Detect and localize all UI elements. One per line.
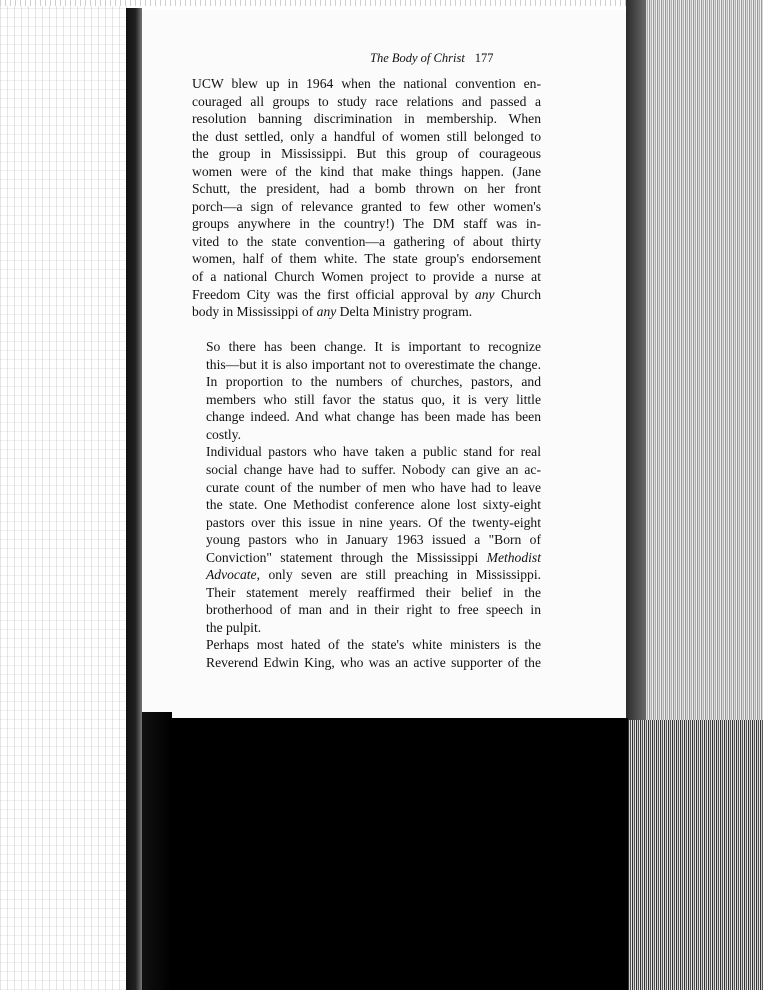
running-head xyxy=(370,51,520,66)
text-segment: Conviction" statement through the Mississippi xyxy=(206,549,487,565)
gutter-shadow xyxy=(626,0,646,720)
text-line: couraged all groups to study race relations and passed a xyxy=(192,93,541,109)
text-segment: Delta Ministry program. xyxy=(336,304,473,320)
text-line: In proportion to the numbers of churches, pastors, and xyxy=(206,374,541,390)
text-line: change indeed. And what change has been made has been xyxy=(206,409,541,425)
text-line: the group in Mississippi. But this group of courageous xyxy=(192,146,541,162)
text-line xyxy=(192,286,541,304)
text-line: this—but it is also important not to overestimate the change. xyxy=(206,356,541,372)
italic-word: any xyxy=(316,304,337,320)
text-line xyxy=(192,549,541,567)
page-number: 177 xyxy=(474,51,494,65)
text-line: Their statement merely reaffirmed their belief in the xyxy=(206,584,541,600)
text-line: the pulpit. xyxy=(206,619,262,635)
text-line xyxy=(192,303,541,321)
text-line: curate count of the number of men who have had to leave xyxy=(206,479,541,495)
scan-lower-gutter xyxy=(628,720,763,990)
text-segment: , only seven are still preaching in Mississippi. xyxy=(256,567,541,583)
text-segment: body in Mississippi of xyxy=(192,304,317,320)
book-spine-shadow xyxy=(126,8,142,990)
text-line: brotherhood of man and in their right to free speech in xyxy=(206,602,541,618)
scan-bottom-shadow xyxy=(142,718,628,990)
text-line: resolution banning discrimination in membership. When xyxy=(192,111,541,127)
text-segment: Freedom City was the first official approval by xyxy=(192,286,475,302)
text-line: young pastors who in January 1963 issued a "Born of xyxy=(206,532,541,548)
text-line: of a national Church Women project to provide a nurse at xyxy=(192,269,541,285)
text-line: members who still favor the status quo, it is very little xyxy=(206,391,541,407)
text-line: groups anywhere in the country!) The DM staff was in- xyxy=(192,216,541,232)
text-line: vited to the state convention—a gathering of about thirty xyxy=(192,233,541,249)
italic-word: any xyxy=(474,286,495,302)
text-line: social change have had to suffer. Nobody can give an ac- xyxy=(206,461,541,477)
text-line: Reverend Edwin King, who was an active supporter of the xyxy=(206,655,541,670)
text-line: the state. One Methodist conference alone lost sixty-eight xyxy=(206,497,541,513)
text-line: costly. xyxy=(206,426,241,442)
scan-bottom-left-shadow xyxy=(142,712,172,990)
text-line: So there has been change. It is important to recognize xyxy=(206,339,541,355)
text-line: women were of the kind that make things happen. (Jane xyxy=(192,163,541,179)
text-line: Individual pastors who have taken a public stand for real xyxy=(206,444,541,460)
paragraph-1 xyxy=(192,75,541,321)
text-line: the dust settled, only a handful of women still belonged to xyxy=(192,128,541,144)
text-line: porch—a sign of relevance granted to few other women's xyxy=(192,198,541,214)
text-line: pastors over this issue in nine years. Of the twenty-eight xyxy=(206,514,541,530)
body-text xyxy=(192,75,541,672)
running-head-title: The Body of Christ xyxy=(370,51,465,65)
paragraph-3 xyxy=(192,443,541,636)
italic-word: Methodist xyxy=(486,549,541,565)
text-line: Perhaps most hated of the state's white ministers is the xyxy=(206,637,541,653)
text-segment: Church xyxy=(494,286,542,302)
text-line: UCW blew up in 1964 when the national convention en- xyxy=(192,76,541,91)
text-line: Schutt, the president, had a bomb thrown on her front xyxy=(192,181,541,197)
scan-left-margin xyxy=(0,6,130,990)
text-line xyxy=(192,566,541,584)
paragraph-4 xyxy=(192,636,541,671)
text-line: women, half of them white. The state group's endorsement xyxy=(192,251,541,267)
paragraph-2 xyxy=(192,338,541,443)
italic-word: Advocate xyxy=(206,567,257,583)
